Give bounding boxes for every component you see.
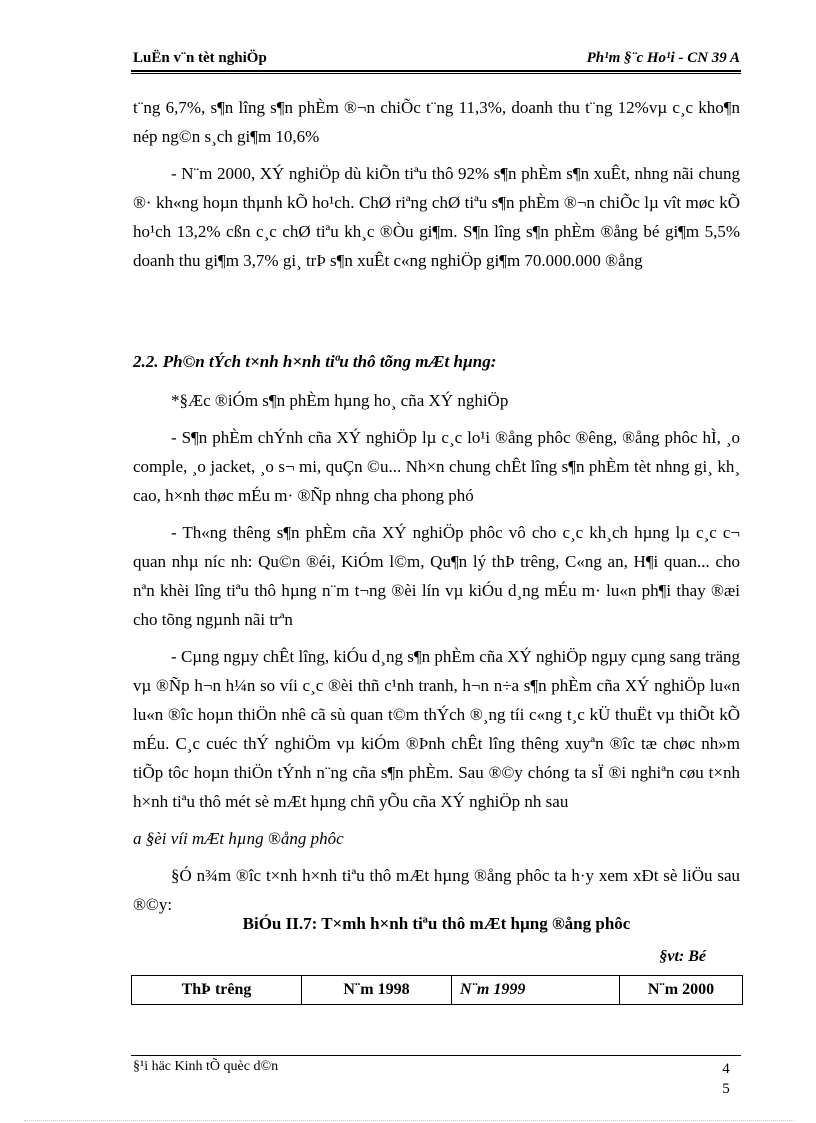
footer-university: §¹i häc Kinh tÕ quèc d©n	[133, 1059, 279, 1074]
header-divider-thin	[131, 73, 741, 74]
paragraph-quality: - Cµng ngµy chÊt lîng, kiÓu d¸ng s¶n phÈm cña XÝ nghiÖp ngµy cµng sang träng vµ ®Ñp h¬n h¼n so víi c¸c ®èi thñ c¹nh tranh, h¬n n÷a s¶n phÈm cña XÝ nghiÖp lu«n lu«n ®îc hoµn thiÖn nhê cã sù quan t©m thÝch ®¸ng tíi c«ng t¸c kÜ thuËt vµ thiÕt kÕ mÉu. C¸c cuéc thÝ nghiÖm vµ kiÓm ®Þnh chÊt lîng thêng xuyªn ®îc tæ chøc nh»m tiÕp tôc hoµn thiÖn tÝnh n¨ng cña s¶n phÈm. Sau ®©y chóng ta sÏ ®i nghiªn cøu t×nh h×nh tiªu thô mét sè mÆt hµng chñ yÕu cña XÝ nghiÖp nh sau	[133, 647, 740, 811]
table-header-2000: N¨m 2000	[620, 976, 743, 1005]
paragraph-main-products: - S¶n phÈm chÝnh cña XÝ nghiÖp lµ c¸c lo¹i ®ång phôc ®êng, ®ång phôc hÌ, ¸o comple, ¸o jacket, ¸o s¬ mi, quÇn ©u... Nh×n chung chÊt lîng s¶n phÈm tèt nhng gi¸ kh¸ cao, h×nh thøc mÉu m· ®Ñp nhng cha phong phó	[133, 428, 740, 505]
page-number-digit-1: 4	[722, 1061, 730, 1077]
page-edge	[24, 1120, 794, 1121]
table-unit: §vt: Bé	[659, 948, 706, 965]
sales-table	[131, 975, 743, 1005]
table-caption: BiÓu II.7: T×mh h×nh tiªu thô mÆt hµng ®ång phôc	[242, 914, 631, 933]
section-heading: 2.2. Ph©n tÝch t×nh h×nh tiªu thô tõng mÆt hµng:	[133, 352, 497, 371]
page-number-digit-2: 5	[722, 1081, 730, 1097]
table-header-row	[132, 976, 743, 1005]
paragraph-year-2000: - N¨m 2000, XÝ nghiÖp dù kiÕn tiªu thô 92% s¶n phÈm s¶n xuÊt, nhng nãi chung ®· kh«ng hoµn thµnh kÕ ho¹ch. ChØ riªng chØ tiªu s¶n phÈm ®¬n chiÕc lµ vît møc kÕ ho¹ch 13,2% cßn c¸c chØ tiªu kh¸c ®Òu gi¶m. S¶n lîng s¶n phÈm ®ång bé gi¶m 5,5% doanh thu gi¶m 3,7% gi¸ trÞ s¶n xuÊt c«ng nghiÖp gi¶m 70.000.000 ®ång	[133, 164, 740, 270]
subsection-heading: a §èi víi mÆt hµng ®ång phôc	[133, 829, 344, 848]
body-text	[133, 93, 740, 927]
paragraph-customers: - Th«ng thêng s¶n phÈm cña XÝ nghiÖp phôc vô cho c¸c kh¸ch hµng lµ c¸c c¬ quan nhµ níc nh: Qu©n ®éi, KiÓm l©m, Qu¶n lý thÞ trêng, C«ng an, H¶i quan... cho nªn khèi lîng tiªu thô hµng n¨m t¬ng ®èi lín vµ kiÓu d¸ng mÉu m· lu«n ph¶i thay ®æi cho tõng ngµnh nãi trªn	[133, 523, 740, 629]
footer-divider	[131, 1055, 741, 1056]
header-author: Ph¹m §¨c Ho¹i - CN 39 A	[586, 50, 740, 66]
paragraph-product-features: *§Æc ®iÓm s¶n phÈm hµng ho¸ cña XÝ nghiÖp	[171, 391, 509, 410]
table-header-1999: N¨m 1999	[452, 976, 620, 1005]
paragraph-continuation: t¨ng 6,7%, s¶n lîng s¶n phÈm ®¬n chiÕc t¨ng 11,3%, doanh thu t¨ng 12%vµ c¸c kho¶n nép ng©n s¸ch gi¶m 10,6%	[133, 98, 740, 146]
header-divider	[131, 70, 741, 72]
page-number	[719, 1059, 733, 1099]
table-header-1998: N¨m 1998	[302, 976, 452, 1005]
paragraph-table-intro: §Ó n¾m ®îc t×nh h×nh tiªu thô mÆt hµng ®ång phôc ta h·y xem xÐt sè liÖu sau ®©y:	[133, 866, 740, 914]
table-header-market: ThÞ trêng	[132, 976, 302, 1005]
header-thesis-title: LuËn v¨n tèt nghiÖp	[133, 50, 267, 66]
